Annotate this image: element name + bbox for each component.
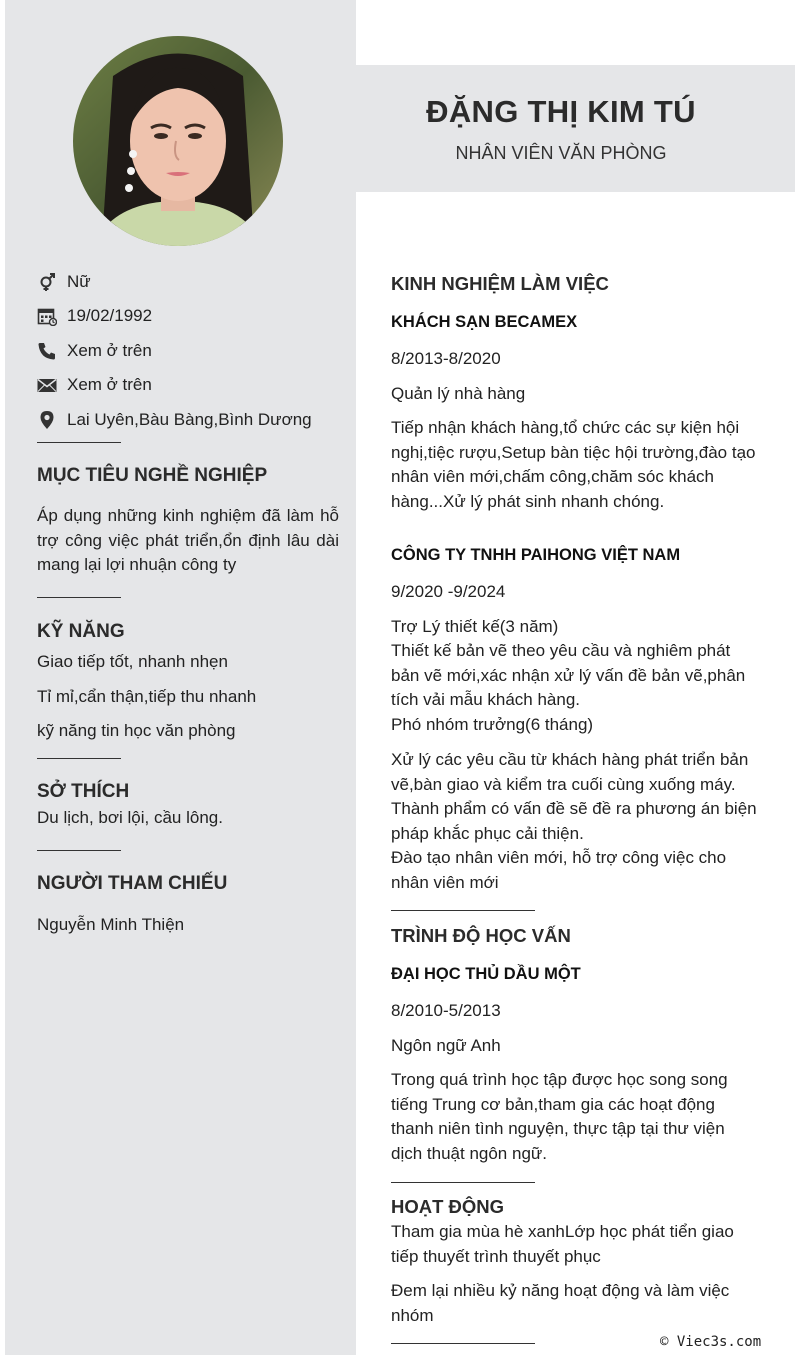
- gender-text: Nữ: [67, 272, 91, 291]
- section-divider: [391, 1343, 535, 1344]
- birthday-text: 19/02/1992: [67, 306, 153, 325]
- activity-text: Tham gia mùa hè xanhLớp học phát tiển giao tiếp thuyết trình thuyết phục: [391, 1222, 734, 1266]
- section-divider: [37, 758, 121, 759]
- section-divider: [37, 442, 121, 443]
- skills-heading: KỸ NĂNG: [37, 621, 125, 642]
- job-description: Đào tạo nhân viên mới, hỗ trợ công việc cho nhân viên mới: [391, 848, 727, 892]
- gender-icon: [37, 272, 57, 292]
- activity-text: Đem lại nhiều kỷ năng hoạt động và làm việc nhóm: [391, 1281, 730, 1325]
- education-major: Ngôn ngữ Anh: [391, 1036, 501, 1055]
- skill-item: Tỉ mỉ,cẩn thận,tiếp thu nhanh: [37, 687, 257, 706]
- address-text: Lai Uyên,Bàu Bàng,Bình Dương: [67, 410, 312, 429]
- skill-item: Giao tiếp tốt, nhanh nhẹn: [37, 652, 228, 671]
- job-position: Phó nhóm trưởng(6 tháng): [391, 715, 594, 734]
- job-company: CÔNG TY TNHH PAIHONG VIỆT NAM: [391, 546, 681, 564]
- footer-credit: © Viec3s.com: [660, 1334, 762, 1350]
- email-row: [37, 373, 337, 397]
- phone-row: [37, 339, 337, 363]
- job-company: KHÁCH SẠN BECAMEX: [391, 313, 578, 331]
- job-description: Xử lý các yêu cầu từ khách hàng phát triển bản vẽ,bàn giao và kiểm tra cuối cùng xuống máy. Thành phẩm có vấn đề sẽ đề ra phương án biện pháp khắc phục cải thiện.: [391, 750, 757, 843]
- job-period: 8/2013-8/2020: [391, 349, 501, 368]
- section-divider: [37, 850, 121, 851]
- reference-name: Nguyễn Minh Thiện: [37, 915, 185, 934]
- education-description: Trong quá trình học tập được học song song tiếng Trung cơ bản,tham gia các hoạt động thanh niên tình nguyện, thực tập tại thư viện dịch thuật ngôn ngữ.: [391, 1070, 728, 1163]
- job-description: Tiếp nhận khách hàng,tổ chức các sự kiện hội nghị,tiệc rượu,Setup bàn tiệc hội trường,đào tạo nhân viên mới,chấm công,chăm sóc khách hàng...Xử lý phát sinh nhanh chóng.: [391, 418, 756, 511]
- objective-text: Áp dụng những kinh nghiệm đã làm hỗ trợ công việc phát triển,ổn định lâu dài mang lại lợi nhuận công ty: [37, 506, 339, 575]
- phone-icon: [37, 341, 57, 361]
- gender-row: [37, 270, 337, 294]
- activities-heading: HOẠT ĐỘNG: [391, 1196, 505, 1217]
- experience-heading: KINH NGHIỆM LÀM VIỆC: [391, 273, 609, 294]
- job-position: Trợ Lý thiết kế(3 năm): [391, 617, 559, 636]
- skill-item: kỹ năng tin học văn phòng: [37, 721, 236, 740]
- school-name: ĐẠI HỌC THỦ DẦU MỘT: [391, 965, 581, 983]
- objective-heading: MỤC TIÊU NGHỀ NGHIỆP: [37, 465, 268, 486]
- calendar-icon: [37, 306, 57, 326]
- job-period: 9/2020 -9/2024: [391, 582, 506, 601]
- job-position: Quản lý nhà hàng: [391, 384, 526, 403]
- education-period: 8/2010-5/2013: [391, 1001, 501, 1020]
- hobbies-text: Du lịch, bơi lội, cầu lông.: [37, 808, 223, 827]
- education-heading: TRÌNH ĐỘ HỌC VẤN: [391, 925, 571, 946]
- address-row: [37, 408, 337, 432]
- phone-text: Xem ở trên: [67, 341, 152, 360]
- avatar: [73, 36, 283, 246]
- email-icon: [37, 375, 57, 395]
- section-divider: [37, 597, 121, 598]
- hobbies-heading: SỞ THÍCH: [37, 781, 130, 802]
- location-icon: [37, 410, 57, 430]
- candidate-name: ĐẶNG THỊ KIM TÚ: [426, 94, 696, 129]
- section-divider: [391, 910, 535, 911]
- job-description: Thiết kế bản vẽ theo yêu cầu và nghiêm phát bản vẽ mới,xác nhận xử lý vấn đề bản vẽ,phân tích vải mẫu khách hàng.: [391, 641, 746, 710]
- email-text: Xem ở trên: [67, 375, 152, 394]
- references-heading: NGƯỜI THAM CHIẾU: [37, 873, 228, 894]
- birthday-row: [37, 304, 337, 328]
- section-divider: [391, 1182, 535, 1183]
- candidate-job-title: NHÂN VIÊN VĂN PHÒNG: [455, 143, 667, 163]
